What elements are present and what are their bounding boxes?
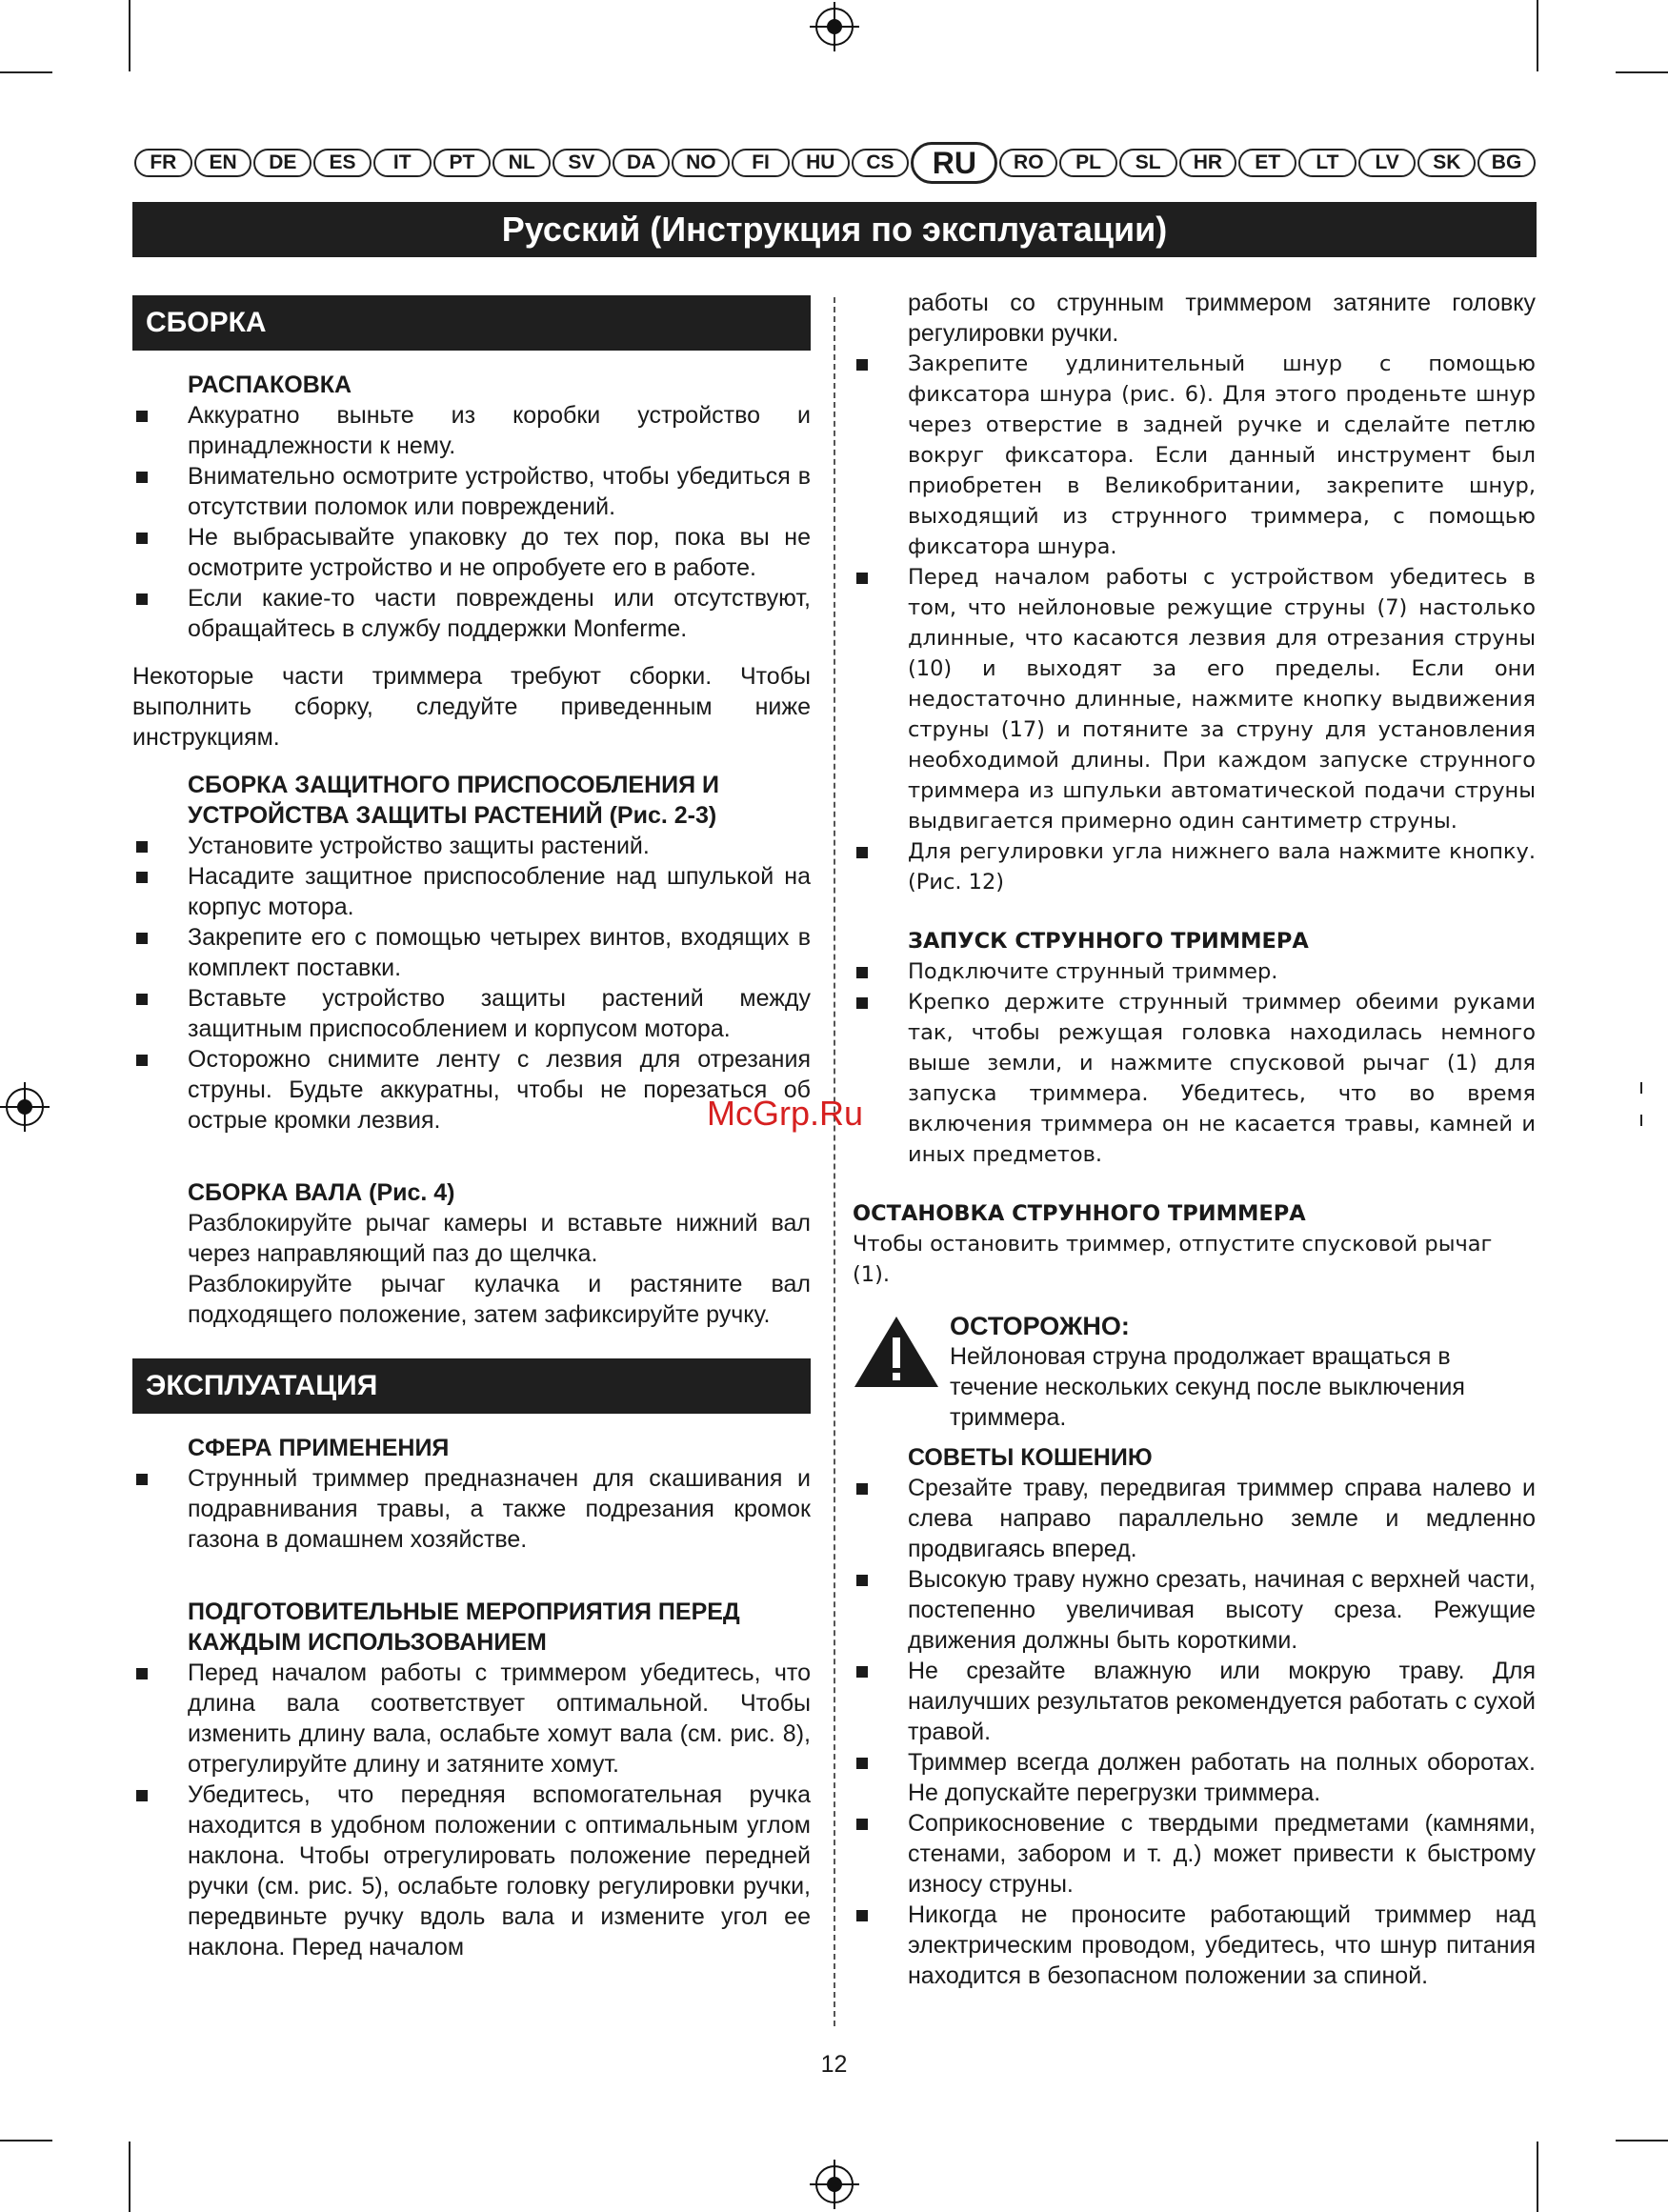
column-divider bbox=[834, 297, 835, 2026]
language-tab-no: NO bbox=[672, 149, 730, 177]
crop-mark bbox=[0, 71, 52, 73]
registration-mark-bottom bbox=[815, 2165, 854, 2203]
page-number: 12 bbox=[820, 2051, 848, 2078]
list-item: Закрепите его с помощью четырех винтов, входящих в комплект поставки. bbox=[132, 922, 811, 983]
page-title: Русский (Инструкция по эксплуатации) bbox=[132, 202, 1537, 257]
crop-mark bbox=[1640, 1082, 1642, 1094]
list-item: Установите устройство защиты растений. bbox=[132, 831, 811, 861]
language-tab-lv: LV bbox=[1358, 149, 1417, 177]
list-item: Струнный триммер предназначен для скашивания и подравнивания травы, а также подрезания кромок газона в домашнем хозяйстве. bbox=[132, 1463, 811, 1555]
language-tab-cs: CS bbox=[852, 149, 910, 177]
shaft-text: Разблокируйте рычаг кулачка и растяните вал подходящего положение, затем зафиксируйте ручку. bbox=[188, 1271, 811, 1328]
warning-title: ОСТОРОЖНО: bbox=[950, 1312, 1130, 1340]
start-list bbox=[853, 956, 1536, 1170]
language-tab-sl: SL bbox=[1119, 149, 1177, 177]
list-item: Перед началом работы с устройством убедитесь в том, что нейлоновые режущие струны (7) настолько длинные, что касаются лезвия для отрезания струны (10) и выходят за его пределы. Если они недостаточно длинные, нажмите кнопку выдвижения струны (17) и потяните за струну для установления необходимой длины. При каждом запуске струнного триммера из шпульки автоматической подачи струны выдвигается примерно один сантиметр струны. bbox=[853, 562, 1536, 836]
language-tab-pt: PT bbox=[433, 149, 492, 177]
language-tab-fr: FR bbox=[134, 149, 192, 177]
list-item: Перед началом работы с триммером убедитесь, что длина вала соответствует оптимальной. Чтобы изменить длину вала, ослабьте хомут вала (см. рис. 8), отрегулируйте длину и затяните хомут. bbox=[132, 1658, 811, 1780]
shaft-text: Разблокируйте рычаг камеры и вставьте нижний вал через направляющий паз до щелчка. bbox=[188, 1210, 811, 1267]
list-item: Срезайте траву, передвигая триммер справа налево и слева направо параллельно земле и медленно продвигаясь вперед. bbox=[853, 1473, 1536, 1564]
list-item: Не срезайте влажную или мокрую траву. Для наилучших результатов рекомендуется работать с сухой травой. bbox=[853, 1656, 1536, 1747]
language-tab-hu: HU bbox=[792, 149, 850, 177]
right-column bbox=[853, 288, 1536, 1991]
language-tab-bg: BG bbox=[1477, 149, 1536, 177]
language-tab-es: ES bbox=[313, 149, 372, 177]
list-item: Осторожно снимите ленту с лезвия для отрезания струны. Будьте аккуратны, чтобы не порезаться об острые кромки лезвия. bbox=[132, 1044, 811, 1136]
scope-list bbox=[132, 1463, 811, 1555]
warning-text: Нейлоновая струна продолжает вращаться в течение нескольких секунд после выключения триммера. bbox=[950, 1343, 1465, 1431]
assembly-note: Некоторые части триммера требуют сборки. Чтобы выполнить сборку, следуйте приведенным ниже инструкциям. bbox=[132, 663, 811, 751]
continued-text: работы со струнным триммером затяните головку регулировки ручки. bbox=[908, 290, 1536, 347]
heading-mowing-tips: СОВЕТЫ КОШЕНИЮ bbox=[908, 1444, 1153, 1471]
list-item: Соприкосновение с твердыми предметами (камнями, стенами, забором и т. д.) может привести к быстрому износу струны. bbox=[853, 1808, 1536, 1900]
language-tab-ro: RO bbox=[999, 149, 1057, 177]
list-item: Если какие-то части повреждены или отсутствуют, обращайтесь в службу поддержки Monferme. bbox=[132, 583, 811, 644]
list-item: Убедитесь, что передняя вспомогательная ручка находится в удобном положении с оптимальным углом наклона. Чтобы отрегулировать положение передней ручки (см. рис. 5), ослабьте головку регулировки ручки, передвиньте ручку вдоль вала и измените угол ее наклона. Перед началом bbox=[132, 1780, 811, 1962]
crop-mark bbox=[1537, 2142, 1538, 2212]
language-tab-et: ET bbox=[1238, 149, 1296, 177]
warning-block bbox=[853, 1311, 1536, 1433]
stop-text: Чтобы остановить триммер, отпустите спусковой рычаг (1). bbox=[853, 1232, 1493, 1287]
heading-shaft-assembly: СБОРКА ВАЛА (Рис. 4) bbox=[188, 1179, 455, 1206]
registration-mark-left bbox=[6, 1088, 44, 1126]
list-item: Насадите защитное приспособление над шпулькой на корпус мотора. bbox=[132, 861, 811, 922]
list-item: Триммер всегда должен работать на полных оборотах. Не допускайте перегрузки триммера. bbox=[853, 1747, 1536, 1808]
crop-mark bbox=[1616, 2140, 1668, 2142]
mowing-tips-list bbox=[853, 1473, 1536, 1991]
language-tab-de: DE bbox=[253, 149, 311, 177]
list-item: Высокую траву нужно срезать, начиная с верхней части, постепенно увеличивая высоту среза. Режущие движения должны быть короткими. bbox=[853, 1564, 1536, 1656]
language-tab-sk: SK bbox=[1417, 149, 1476, 177]
language-tab-en: EN bbox=[194, 149, 252, 177]
crop-mark bbox=[129, 2142, 131, 2212]
unpacking-list bbox=[132, 400, 811, 644]
heading-unpacking: РАСПАКОВКА bbox=[188, 372, 352, 398]
preparation-list-continued bbox=[853, 349, 1536, 897]
language-tab-sv: SV bbox=[553, 149, 611, 177]
language-tab-ru: RU bbox=[911, 142, 997, 184]
crop-mark bbox=[1537, 0, 1538, 71]
list-item: Никогда не проносите работающий триммер над электрическим проводом, убедитесь, что шнур питания находится в безопасном положении за спиной. bbox=[853, 1900, 1536, 1991]
heading-scope: СФЕРА ПРИМЕНЕНИЯ bbox=[188, 1435, 450, 1461]
watermark: McGrp.Ru bbox=[707, 1094, 864, 1133]
warning-icon bbox=[853, 1315, 940, 1389]
preparation-list bbox=[132, 1658, 811, 1962]
language-tab-nl: NL bbox=[492, 149, 551, 177]
guard-list bbox=[132, 831, 811, 1136]
section-header-operation: ЭКСПЛУАТАЦИЯ bbox=[132, 1358, 811, 1414]
crop-mark bbox=[0, 2140, 52, 2142]
heading-start: ЗАПУСК СТРУННОГО ТРИММЕРА bbox=[908, 929, 1309, 954]
list-item: Крепко держите струнный триммер обеими руками так, чтобы режущая головка находилась немного выше земли, и нажмите спусковой рычаг (1) для запуска триммера. Убедитесь, что во время включения триммера он не касается травы, камней и иных предметов. bbox=[853, 987, 1536, 1170]
language-tab-lt: LT bbox=[1298, 149, 1357, 177]
heading-stop: ОСТАНОВКА СТРУННОГО ТРИММЕРА bbox=[853, 1201, 1306, 1226]
language-selector bbox=[133, 143, 1537, 183]
language-tab-fi: FI bbox=[732, 149, 790, 177]
section-header-assembly: СБОРКА bbox=[132, 295, 811, 351]
crop-mark bbox=[1616, 71, 1668, 73]
list-item: Закрепите удлинительный шнур с помощью фиксатора шнура (рис. 6). Для этого проденьте шнур через отверстие в задней ручке и сделайте петлю вокруг фиксатора. Если данный инструмент был приобретен в Великобритании, закрепите шнур, выходящий из струнного триммера, с помощью фиксатора шнура. bbox=[853, 349, 1536, 562]
list-item: Внимательно осмотрите устройство, чтобы убедиться в отсутствии поломок или повреждений. bbox=[132, 461, 811, 522]
language-tab-hr: HR bbox=[1179, 149, 1237, 177]
crop-mark bbox=[129, 0, 131, 71]
language-tab-da: DA bbox=[613, 149, 671, 177]
language-tab-it: IT bbox=[373, 149, 432, 177]
list-item: Вставьте устройство защиты растений между защитным приспособлением и корпусом мотора. bbox=[132, 983, 811, 1044]
heading-preparation: ПОДГОТОВИТЕЛЬНЫЕ МЕРОПРИЯТИЯ ПЕРЕД КАЖДЫМ ИСПОЛЬЗОВАНИЕМ bbox=[188, 1599, 740, 1656]
list-item: Не выбрасывайте упаковку до тех пор, пока вы не осмотрите устройство и не опробуете его в работе. bbox=[132, 522, 811, 583]
language-tab-pl: PL bbox=[1059, 149, 1117, 177]
registration-mark-top bbox=[815, 8, 854, 46]
heading-guard-assembly: СБОРКА ЗАЩИТНОГО ПРИСПОСОБЛЕНИЯ И УСТРОЙСТВА ЗАЩИТЫ РАСТЕНИЙ (Рис. 2-3) bbox=[188, 772, 719, 829]
crop-mark bbox=[1640, 1115, 1642, 1126]
list-item: Для регулировки угла нижнего вала нажмите кнопку. (Рис. 12) bbox=[853, 836, 1536, 897]
list-item: Подключите струнный триммер. bbox=[853, 956, 1536, 987]
list-item: Аккуратно выньте из коробки устройство и принадлежности к нему. bbox=[132, 400, 811, 461]
